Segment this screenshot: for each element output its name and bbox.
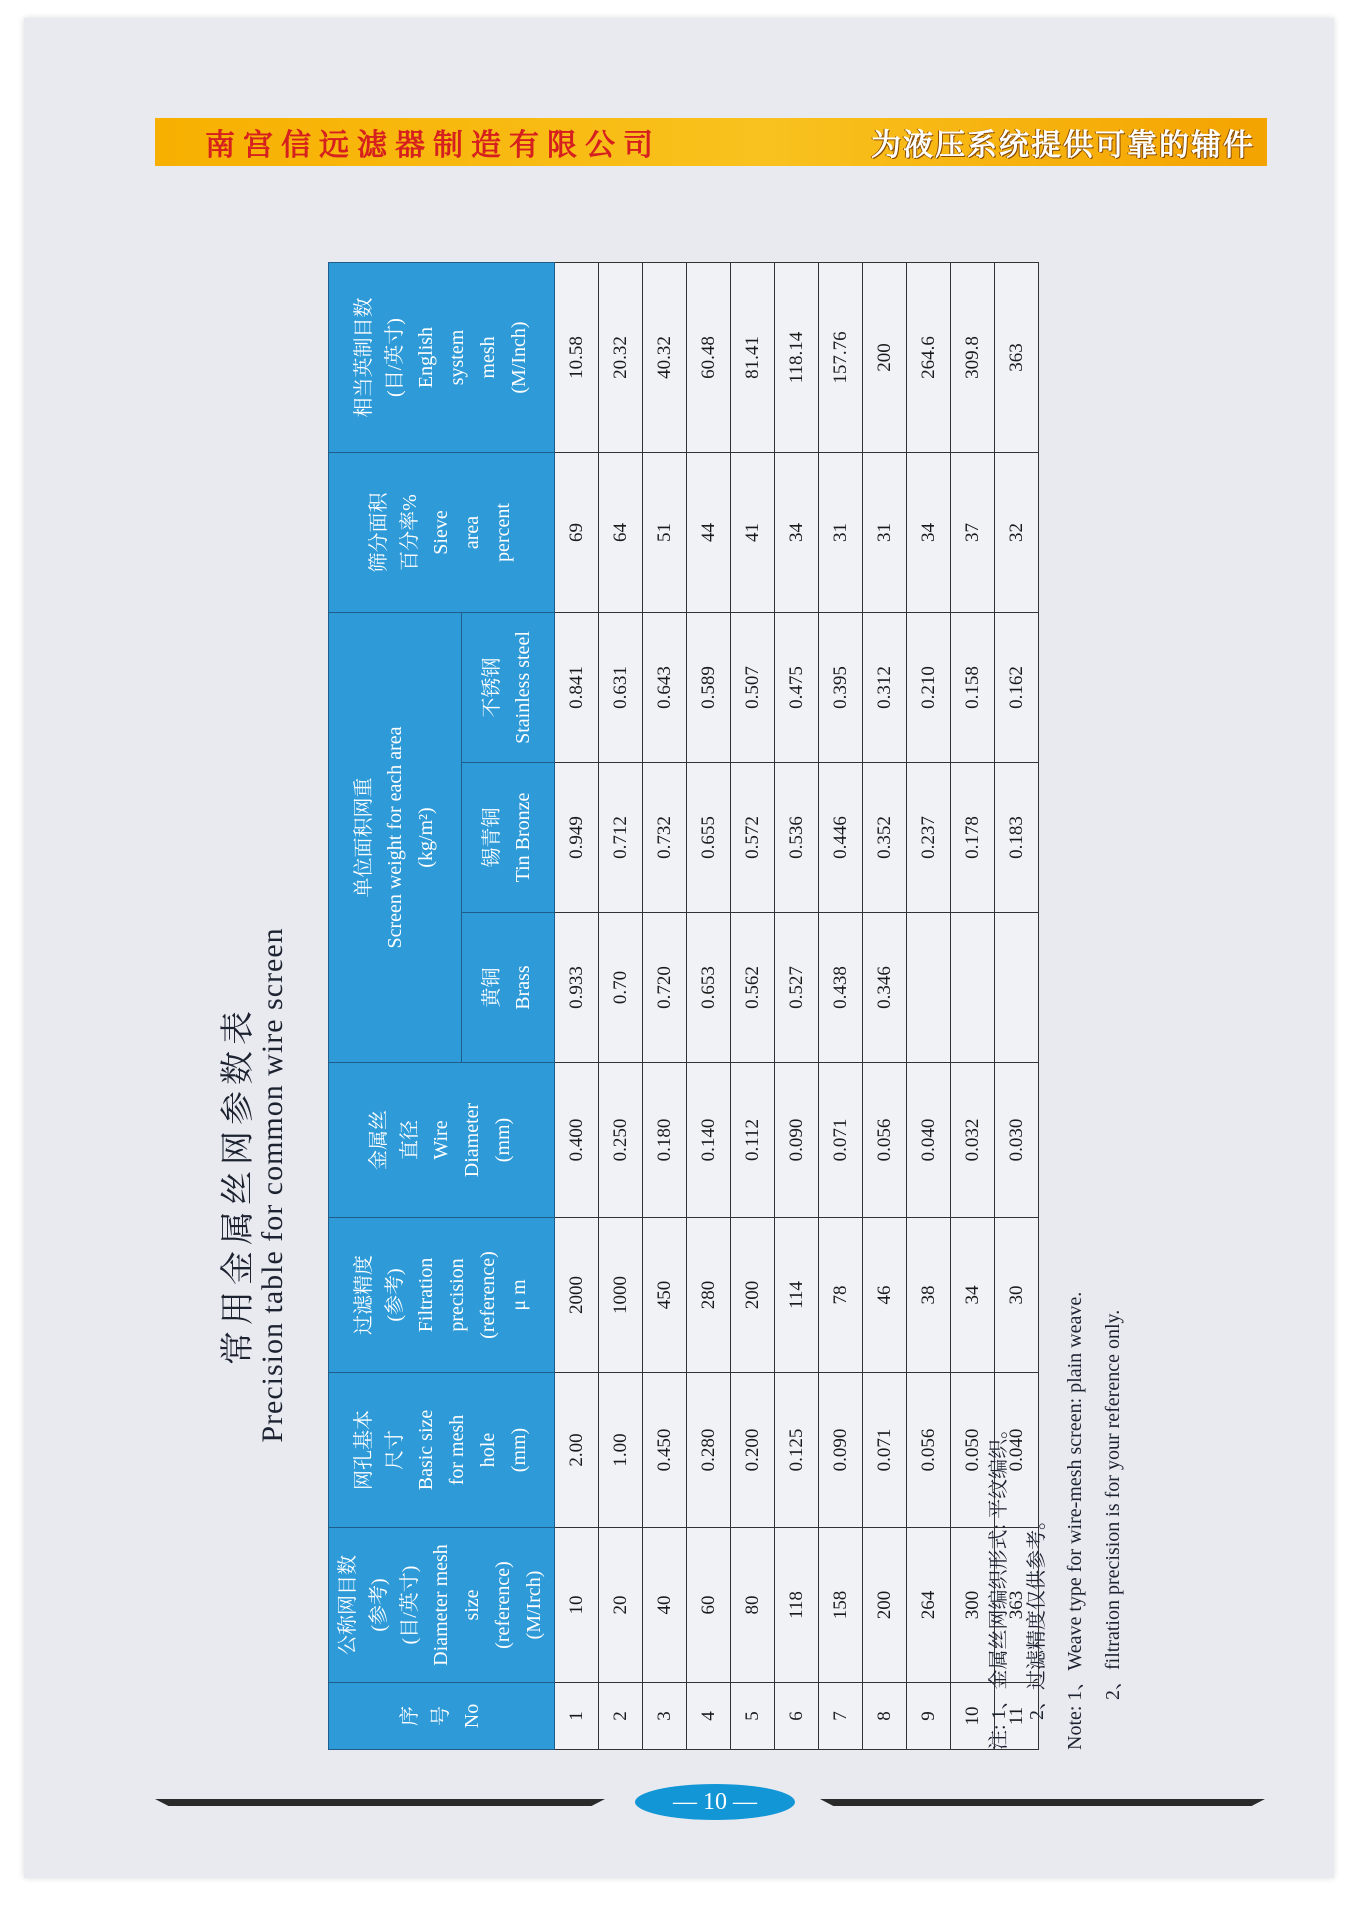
cell-hole: 2.00 — [555, 1373, 599, 1528]
header-tin-bronze — [462, 763, 555, 913]
header-line: system — [445, 329, 468, 386]
header-no — [329, 1683, 555, 1750]
cell-sieve: 34 — [775, 453, 819, 613]
cell-bronze: 0.183 — [995, 763, 1039, 913]
cell-bronze: 0.237 — [907, 763, 951, 913]
header-hole — [329, 1373, 555, 1528]
cell-hole: 0.056 — [907, 1373, 951, 1528]
cell-hole: 0.125 — [775, 1373, 819, 1528]
cell-filt: 2000 — [555, 1218, 599, 1373]
cell-eng: 60.48 — [687, 263, 731, 453]
table-title-cn: 常用金属丝网参数表 — [218, 1005, 258, 1365]
page-number: — 10 — — [635, 1784, 795, 1820]
header-line: (目/英寸) — [383, 318, 406, 397]
header-line: 不锈钢 — [481, 657, 504, 718]
cell-filt: 114 — [775, 1218, 819, 1373]
cell-mesh: 264 — [907, 1528, 951, 1683]
cell-steel: 0.162 — [995, 613, 1039, 763]
header-line: 百分率% — [399, 494, 421, 571]
header-line: (参考) — [368, 1578, 390, 1632]
table-body — [555, 263, 1039, 1750]
header-line: Basic size — [414, 1409, 437, 1491]
header-wire — [329, 1063, 555, 1218]
cell-filt: 280 — [687, 1218, 731, 1373]
header-english-mesh — [329, 263, 555, 453]
cell-filt: 46 — [863, 1218, 907, 1373]
footer-rule-right — [820, 1799, 1265, 1806]
cell-wire: 0.071 — [819, 1063, 863, 1218]
cell-wire: 0.112 — [731, 1063, 775, 1218]
cell-filt: 78 — [819, 1218, 863, 1373]
header-line: Screen weight for each area — [383, 726, 406, 949]
rotated-content — [210, 190, 1270, 1750]
cell-hole: 0.450 — [643, 1373, 687, 1528]
cell-brass: 0.346 — [863, 913, 907, 1063]
cell-hole: 1.00 — [599, 1373, 643, 1528]
cell-sieve: 69 — [555, 453, 599, 613]
cell-mesh: 10 — [555, 1528, 599, 1683]
cell-sieve: 31 — [819, 453, 863, 613]
header-line: No — [461, 1703, 483, 1729]
cell-filt: 38 — [907, 1218, 951, 1373]
wire-screen-table — [328, 262, 1039, 1750]
table-row — [687, 263, 731, 1750]
header-filtration — [329, 1218, 555, 1373]
header-line: 公称网目数 — [337, 1555, 359, 1655]
cell-hole: 0.040 — [995, 1373, 1039, 1528]
cell-sieve: 41 — [731, 453, 775, 613]
cell-hole: 0.071 — [863, 1373, 907, 1528]
cell-mesh: 80 — [731, 1528, 775, 1683]
header-line: (M/Irch) — [523, 1570, 545, 1640]
cell-bronze: 0.572 — [731, 763, 775, 913]
cell-brass — [907, 913, 951, 1063]
cell-brass: 0.562 — [731, 913, 775, 1063]
cell-no: 10 — [951, 1683, 995, 1750]
cell-steel: 0.841 — [555, 613, 599, 763]
header-weight-group — [329, 613, 462, 1063]
cell-filt: 450 — [643, 1218, 687, 1373]
cell-wire: 0.030 — [995, 1063, 1039, 1218]
header-line: precision — [445, 1258, 468, 1332]
cell-bronze: 0.446 — [819, 763, 863, 913]
header-line: 序 — [399, 1706, 421, 1726]
header-line: Diameter — [461, 1102, 483, 1178]
note-cn-1: 注: 1、金属丝网编织形式: 平纹编织。 — [988, 1418, 1010, 1750]
notes — [980, 450, 1132, 1750]
note-en-2: 2、filtration precision is for your reference only. — [1102, 1309, 1124, 1750]
header-line: 黄铜 — [481, 967, 504, 1008]
header-line: English — [414, 326, 437, 389]
cell-no: 11 — [995, 1683, 1039, 1750]
cell-sieve: 51 — [643, 453, 687, 613]
cell-wire: 0.056 — [863, 1063, 907, 1218]
slogan: 为液压系统提供可靠的辅件 — [871, 128, 1255, 163]
header-line: Sieve — [430, 510, 452, 555]
header-line: for mesh — [445, 1414, 468, 1486]
cell-wire: 0.090 — [775, 1063, 819, 1218]
cell-steel: 0.589 — [687, 613, 731, 763]
table-row — [907, 263, 951, 1750]
header-line: (参考) — [383, 1268, 406, 1322]
cell-hole: 0.090 — [819, 1373, 863, 1528]
cell-steel: 0.312 — [863, 613, 907, 763]
cell-brass: 0.653 — [687, 913, 731, 1063]
cell-no: 7 — [819, 1683, 863, 1750]
cell-steel: 0.507 — [731, 613, 775, 763]
header-line: Filtration — [414, 1257, 437, 1333]
header-sieve — [329, 453, 555, 613]
header-stainless-steel — [462, 613, 555, 763]
cell-wire: 0.032 — [951, 1063, 995, 1218]
cell-sieve: 64 — [599, 453, 643, 613]
header-brass — [462, 913, 555, 1063]
cell-eng: 10.58 — [555, 263, 599, 453]
header-line: Tin Bronze — [512, 792, 535, 883]
cell-hole: 0.200 — [731, 1373, 775, 1528]
cell-no: 1 — [555, 1683, 599, 1750]
header-line: mesh — [476, 336, 499, 379]
header-line: Brass — [512, 965, 535, 1010]
header-line: (M/Inch) — [507, 321, 530, 394]
cell-no: 5 — [731, 1683, 775, 1750]
cell-brass: 0.70 — [599, 913, 643, 1063]
cell-no: 9 — [907, 1683, 951, 1750]
cell-eng: 264.6 — [907, 263, 951, 453]
cell-sieve: 34 — [907, 453, 951, 613]
cell-eng: 363 — [995, 263, 1039, 453]
cell-brass: 0.933 — [555, 913, 599, 1063]
header-line: 网孔基本 — [352, 1410, 375, 1490]
cell-hole: 0.280 — [687, 1373, 731, 1528]
cell-wire: 0.140 — [687, 1063, 731, 1218]
header-line: (目/英寸) — [399, 1565, 421, 1645]
cell-eng: 40.32 — [643, 263, 687, 453]
cell-wire: 0.040 — [907, 1063, 951, 1218]
header-line: (mm) — [507, 1427, 530, 1473]
header-line: μ m — [507, 1279, 530, 1311]
cell-no: 6 — [775, 1683, 819, 1750]
header-mesh — [329, 1528, 555, 1683]
header-banner — [155, 118, 1267, 166]
company-name: 南宫信远滤器制造有限公司 — [205, 128, 661, 163]
table-row — [643, 263, 687, 1750]
cell-bronze: 0.655 — [687, 763, 731, 913]
cell-sieve: 37 — [951, 453, 995, 613]
footer-rule-left — [155, 1799, 605, 1806]
header-line: 单位面积网重 — [352, 777, 375, 898]
header-line: (mm) — [492, 1117, 514, 1163]
cell-steel: 0.631 — [599, 613, 643, 763]
header-line: 尺寸 — [383, 1430, 406, 1470]
header-line: 相当英制目数 — [352, 297, 375, 418]
cell-mesh: 40 — [643, 1528, 687, 1683]
table-row — [731, 263, 775, 1750]
cell-steel: 0.395 — [819, 613, 863, 763]
cell-no: 2 — [599, 1683, 643, 1750]
header-line: hole — [476, 1432, 499, 1468]
table-row — [555, 263, 599, 1750]
note-cn-2: 2、过滤精度仅供参考。 — [1026, 1510, 1048, 1750]
cell-brass: 0.527 — [775, 913, 819, 1063]
header-line: 金属丝 — [368, 1110, 390, 1170]
cell-sieve: 32 — [995, 453, 1039, 613]
cell-mesh: 363 — [995, 1528, 1039, 1683]
cell-sieve: 44 — [687, 453, 731, 613]
cell-mesh: 158 — [819, 1528, 863, 1683]
table-row — [819, 263, 863, 1750]
cell-bronze: 0.352 — [863, 763, 907, 913]
cell-filt: 1000 — [599, 1218, 643, 1373]
cell-mesh: 200 — [863, 1528, 907, 1683]
cell-wire: 0.400 — [555, 1063, 599, 1218]
header-line: (reference) — [476, 1251, 499, 1339]
cell-brass: 0.720 — [643, 913, 687, 1063]
cell-eng: 157.76 — [819, 263, 863, 453]
cell-no: 4 — [687, 1683, 731, 1750]
cell-wire: 0.180 — [643, 1063, 687, 1218]
cell-steel: 0.158 — [951, 613, 995, 763]
cell-brass: 0.438 — [819, 913, 863, 1063]
cell-steel: 0.210 — [907, 613, 951, 763]
cell-eng: 20.32 — [599, 263, 643, 453]
cell-eng: 200 — [863, 263, 907, 453]
table-row — [863, 263, 907, 1750]
header-line: area — [461, 515, 483, 550]
cell-filt: 34 — [951, 1218, 995, 1373]
header-line: Wire — [430, 1120, 452, 1160]
cell-bronze: 0.712 — [599, 763, 643, 913]
cell-eng: 118.14 — [775, 263, 819, 453]
note-en-1: Note: 1、Weave type for wire-mesh screen: plain weave. — [1064, 1291, 1086, 1750]
cell-bronze: 0.178 — [951, 763, 995, 913]
header-line: 锡青铜 — [481, 807, 504, 868]
cell-mesh: 118 — [775, 1528, 819, 1683]
cell-wire: 0.250 — [599, 1063, 643, 1218]
table-title-en: Precision table for common wire screen — [256, 927, 289, 1443]
cell-eng: 81.41 — [731, 263, 775, 453]
header-line: percent — [492, 503, 514, 562]
header-line: 过滤精度 — [352, 1255, 375, 1335]
cell-bronze: 0.949 — [555, 763, 599, 913]
header-line: (kg/m²) — [414, 807, 437, 868]
cell-no: 8 — [863, 1683, 907, 1750]
header-line: 筛分面积 — [368, 492, 390, 573]
cell-sieve: 31 — [863, 453, 907, 613]
cell-mesh: 20 — [599, 1528, 643, 1683]
cell-bronze: 0.732 — [643, 763, 687, 913]
cell-mesh: 300 — [951, 1528, 995, 1683]
header-line: (reference) — [492, 1561, 514, 1649]
cell-steel: 0.643 — [643, 613, 687, 763]
cell-no: 3 — [643, 1683, 687, 1750]
table-row — [775, 263, 819, 1750]
cell-bronze: 0.536 — [775, 763, 819, 913]
header-line: Stainless steel — [512, 631, 535, 744]
cell-steel: 0.475 — [775, 613, 819, 763]
cell-hole: 0.050 — [951, 1373, 995, 1528]
header-line: 直径 — [399, 1120, 421, 1160]
header-line: Diameter mesh size — [430, 1544, 483, 1666]
cell-filt: 200 — [731, 1218, 775, 1373]
cell-eng: 309.8 — [951, 263, 995, 453]
header-line: 号 — [430, 1706, 452, 1726]
cell-mesh: 60 — [687, 1528, 731, 1683]
table-row — [599, 263, 643, 1750]
cell-filt: 30 — [995, 1218, 1039, 1373]
